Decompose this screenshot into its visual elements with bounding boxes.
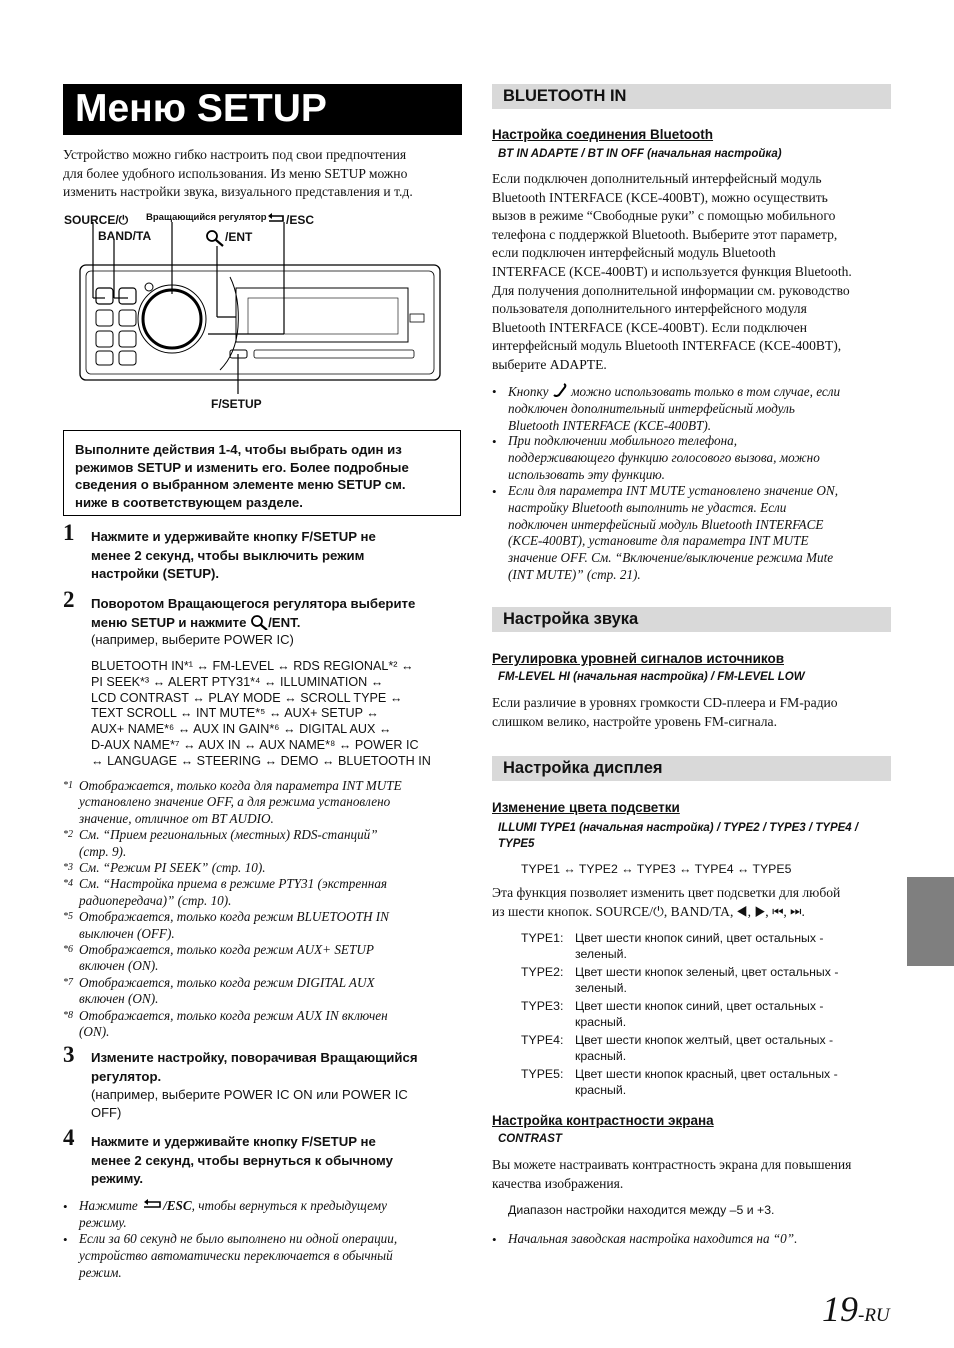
section-title: Настройка звука	[503, 610, 639, 628]
sound-body	[492, 694, 892, 731]
type-key: TYPE4:	[521, 1033, 564, 1047]
type-desc: красный.	[575, 1083, 627, 1097]
step-2-example: (например, выберите POWER IC)	[91, 632, 294, 647]
bt-note-1	[508, 383, 893, 434]
step-3-example	[91, 1086, 408, 1122]
source-label: SOURCE/⏻	[64, 213, 129, 227]
note-line: устройство автоматически переключается в обычный	[79, 1247, 393, 1263]
footnote-line: См. “Прием региональных (местных) RDS-станций”	[79, 827, 378, 843]
note-line	[79, 1198, 464, 1215]
note-part: Нажмите	[79, 1198, 142, 1213]
sequence-line: D-AUX NAME*⁷ ↔ AUX IN ↔ AUX NAME*⁸ ↔ POWER IC	[91, 737, 419, 752]
left-note-1	[79, 1198, 464, 1232]
note-line: (KCE-400BT), установите для параметра INT MUTE	[508, 533, 809, 549]
body-line: если подключен интерфейсный модуль Bluetooth	[492, 245, 776, 261]
search-icon	[250, 614, 268, 630]
rotary-knob-label: Вращающийся регулятор	[146, 212, 267, 223]
display-body	[492, 884, 897, 921]
body-line: Вы можете настраивать контрастность экрана для повышения	[492, 1157, 852, 1172]
option-values: CONTRAST	[498, 1133, 562, 1145]
body-line: Bluetooth INTERFACE (KCE-400BT), можно осуществить	[492, 189, 828, 205]
section-display	[492, 756, 891, 781]
phone-icon	[552, 383, 568, 397]
step-number: 2	[63, 587, 75, 612]
step-line-part: меню SETUP и нажмите	[91, 614, 247, 630]
footnote	[63, 909, 463, 942]
note-line: подключен интерфейсный модуль Bluetooth INTERFACE	[508, 516, 824, 532]
band-ta-label: BAND/TA	[98, 229, 152, 243]
footnote-line: значение, отличное от BT AUDIO.	[79, 810, 274, 826]
body-line: вызов в режиме “Свободные руки” с помощью мобильного	[492, 208, 836, 224]
footnote-mark: *2	[63, 829, 73, 841]
bt-note-3	[508, 483, 893, 584]
footnote	[63, 1008, 463, 1041]
subheading: Изменение цвета подсветки	[492, 800, 680, 815]
contrast-body	[492, 1156, 897, 1193]
footnote-line: установлено значение OFF, а для режима установлено	[79, 794, 391, 810]
note-line: использовать эту функцию.	[508, 466, 665, 482]
bullet-dot: •	[492, 484, 497, 499]
body-line: пользователя дополнительного интерфейсного модуля	[492, 301, 807, 317]
chapter-tab	[907, 877, 954, 966]
note-line: Bluetooth INTERFACE (KCE-400BT).	[508, 417, 712, 433]
type-key: TYPE1:	[521, 931, 564, 945]
footnote-line: (ON).	[79, 1024, 110, 1040]
footnote	[63, 876, 463, 909]
note-line: поддерживающего функцию голосового вызова, можно	[508, 449, 820, 465]
type-key: TYPE2:	[521, 965, 564, 979]
page-number	[822, 1288, 890, 1330]
step-line	[91, 614, 463, 633]
subheading: Регулировка уровней сигналов источников	[492, 651, 784, 666]
option-values: BT IN ADAPTE / BT IN OFF (начальная настройка)	[498, 148, 782, 160]
footnote-line: выключен (OFF).	[79, 925, 175, 941]
footnote-line: См. “Настройка приема в режиме PTY31 (экстренная	[79, 876, 388, 892]
option-line: TYPE5	[498, 838, 535, 850]
sequence-line: ↔ LANGUAGE ↔ STEERING ↔ DEMO ↔ BLUETOOTH IN	[91, 753, 431, 768]
footnote-mark: *8	[63, 1009, 73, 1021]
footnote-line: Отображается, только когда режим AUX+ SETUP	[79, 942, 374, 958]
bt-note-2	[508, 433, 893, 483]
bullet-dot: •	[492, 1232, 497, 1247]
step-line: Нажмите и удерживайте кнопку F/SETUP не	[91, 529, 376, 544]
body-line: слишком велико, настройте уровень FM-сигнала.	[492, 713, 777, 729]
type-cycle: TYPE1 ↔ TYPE2 ↔ TYPE3 ↔ TYPE4 ↔ TYPE5	[521, 862, 792, 876]
ent-label: /ENT	[225, 230, 253, 244]
type-row	[521, 964, 881, 996]
type-row	[521, 1032, 881, 1064]
note-part: , чтобы вернуться к предыдущему	[191, 1198, 387, 1213]
step-3-text	[91, 1049, 463, 1086]
page-number-value: 19	[822, 1289, 858, 1329]
callout-line: режимов SETUP и изменить его. Более подробные	[75, 459, 409, 475]
footnote	[63, 778, 463, 827]
body-line: Bluetooth INTERFACE (KCE-400BT). Если подключен	[492, 319, 808, 335]
subheading: Настройка соединения Bluetooth	[492, 127, 714, 142]
step-line: Нажмите и удерживайте кнопку F/SETUP не	[91, 1134, 376, 1149]
note-line: значение OFF. См. “Включение/выключение режима Mute	[508, 550, 834, 566]
footnote-line: радиопередача)” (стр. 10).	[79, 892, 232, 908]
body-line: из шести кнопок. SOURCE/⏻, BAND/TA, ◀, ▶, ⏮, ⏭.	[492, 903, 805, 919]
body-line: INTERFACE (KCE-400BT) и используется функция Bluetooth.	[492, 263, 852, 279]
footnote-mark: *5	[63, 911, 73, 923]
body-line: Для получения дополнительной информации см. руководство	[492, 282, 850, 298]
step-number: 1	[63, 520, 75, 545]
intro-line: изменить настройки звука, визуального представления и т.д.	[63, 184, 413, 200]
step-line: Измените настройку, поворачивая Вращающийся	[91, 1050, 418, 1065]
bullet-dot: •	[63, 1232, 68, 1247]
bullet-dot: •	[63, 1199, 68, 1214]
type-desc: Цвет шести кнопок красный, цвет остальных -	[575, 1067, 838, 1081]
setup-sequence	[91, 659, 466, 770]
head-unit-diagram	[70, 222, 450, 397]
body-line: Если подключен дополнительный интерфейсный модуль	[492, 171, 822, 186]
footnote	[63, 942, 463, 975]
contrast-range: Диапазон настройки находится между –5 и +3.	[508, 1203, 775, 1217]
type-desc: Цвет шести кнопок желтый, цвет остальных -	[575, 1033, 834, 1047]
footnote-mark: *7	[63, 976, 73, 988]
footnote-line: Отображается, только когда режим AUX IN включен	[79, 1007, 388, 1023]
note-part: можно использовать только в том случае, если	[567, 384, 841, 399]
type-desc: красный.	[575, 1015, 627, 1029]
type-desc: зеленый.	[575, 947, 627, 961]
type-desc: Цвет шести кнопок синий, цвет остальных -	[575, 999, 824, 1013]
section-bluetooth-in	[492, 84, 891, 109]
footnote-mark: *3	[63, 862, 73, 874]
step-line: Поворотом Вращающегося регулятора выберите	[91, 596, 416, 611]
sequence-line: LCD CONTRAST ↔ PLAY MODE ↔ SCROLL TYPE ↔	[91, 690, 403, 705]
note-part: Кнопку	[508, 384, 552, 399]
body-line: телефона с поддержкой Bluetooth. Выберите этот параметр,	[492, 226, 838, 242]
bt-body	[492, 170, 892, 375]
f-setup-label: F/SETUP	[211, 397, 262, 411]
body-line: Эта функция позволяет изменить цвет подсветки для любой	[492, 885, 841, 900]
step-line: регулятор.	[91, 1068, 162, 1084]
step-sub-line: OFF)	[91, 1105, 122, 1120]
footnote-line: включен (ON).	[79, 991, 159, 1007]
note-line: Если за 60 секунд не было выполнено ни одной операции,	[79, 1231, 398, 1246]
type-key: TYPE3:	[521, 999, 564, 1013]
option-values	[498, 820, 893, 852]
type-desc: Цвет шести кнопок синий, цвет остальных -	[575, 931, 824, 945]
step-line-part: /ENT.	[268, 614, 301, 630]
sequence-line: PI SEEK*³ ↔ ALERT PTY31*⁴ ↔ ILLUMINATION ↔	[91, 674, 384, 689]
body-line: качества изображения.	[492, 1175, 624, 1191]
footnote-line: См. “Режим PI SEEK” (стр. 10).	[79, 860, 266, 876]
type-key: TYPE5:	[521, 1067, 564, 1081]
footnote-mark: *6	[63, 944, 73, 956]
footnote-mark: *4	[63, 878, 73, 890]
option-line: ILLUMI TYPE1 (начальная настройка) / TYPE2 / TYPE3 / TYPE4 /	[498, 822, 859, 834]
body-line: Если различие в уровнях громкости CD-плеера и FM-радио	[492, 695, 838, 710]
sequence-line: AUX+ NAME*⁶ ↔ AUX IN GAIN*⁶ ↔ DIGITAL AUX ↔	[91, 722, 392, 737]
callout-line: сведения о выбранном элементе меню SETUP см.	[75, 477, 406, 492]
esc-return-icon	[141, 1198, 163, 1211]
sequence-line: BLUETOOTH IN*¹ ↔ FM-LEVEL ↔ RDS REGIONAL*² ↔	[91, 659, 414, 673]
bullet-dot: •	[492, 434, 497, 449]
page-title: Меню SETUP	[75, 87, 327, 130]
intro-text	[63, 146, 463, 202]
note-line: подключен дополнительный интерфейсный модуль	[508, 400, 795, 416]
bullet-dot: •	[492, 384, 497, 399]
contrast-note: Начальная заводская настройка находится на “0”.	[508, 1231, 798, 1246]
step-line: менее 2 секунд, чтобы вернуться к обычному	[91, 1152, 393, 1168]
note-line: Если для параметра INT MUTE установлено значение ON,	[508, 483, 839, 498]
note-line: режим.	[79, 1264, 122, 1280]
subheading: Настройка контрастности экрана	[492, 1113, 714, 1128]
step-2-text	[91, 595, 463, 632]
type-row	[521, 930, 881, 962]
type-desc: красный.	[575, 1049, 627, 1063]
footnote	[63, 860, 463, 876]
callout-line: Выполните действия 1-4, чтобы выбрать один из	[75, 442, 402, 457]
footnote-line: (стр. 9).	[79, 843, 127, 859]
note-line	[508, 383, 893, 401]
step-line: режиму.	[91, 1171, 144, 1187]
intro-line: для более удобного использования. Из меню SETUP можно	[63, 165, 408, 181]
note-line: настройку Bluetooth выполнить не удастся. Если	[508, 499, 787, 515]
footnote-line: Отображается, только когда режим BLUETOOTH IN	[79, 909, 389, 925]
type-row	[521, 998, 881, 1030]
footnote-line: Отображается, только когда для параметра INT MUTE	[79, 778, 402, 793]
type-desc: Цвет шести кнопок зеленый, цвет остальных -	[575, 965, 839, 979]
step-number: 4	[63, 1125, 75, 1150]
note-line: При подключении мобильного телефона,	[508, 433, 738, 448]
step-sub-line: (например, выберите POWER IC ON или POWER IC	[91, 1087, 408, 1102]
step-4-text	[91, 1133, 463, 1189]
section-title: Настройка дисплея	[503, 759, 663, 777]
body-line: выберите ADAPTE.	[492, 356, 607, 372]
left-note-2	[79, 1231, 464, 1281]
step-1-text	[91, 528, 461, 584]
step-line: менее 2 секунд, чтобы выключить режим	[91, 547, 365, 563]
page-number-suffix: -RU	[858, 1305, 890, 1326]
footnote	[63, 975, 463, 1008]
callout-line: ниже в соответствующем разделе.	[75, 494, 303, 510]
section-title: BLUETOOTH IN	[503, 87, 627, 105]
sequence-line: TEXT SCROLL ↔ INT MUTE*⁵ ↔ AUX+ SETUP ↔	[91, 706, 379, 721]
body-line: интерфейсный модуль Bluetooth INTERFACE (KCE-400BT),	[492, 338, 842, 354]
option-values: FM-LEVEL HI (начальная настройка) / FM-LEVEL LOW	[498, 671, 805, 683]
esc-label: /ESC	[286, 213, 315, 227]
footnote-line: включен (ON).	[79, 958, 159, 974]
note-part: /ESC	[163, 1198, 192, 1213]
type-row	[521, 1066, 881, 1098]
intro-line: Устройство можно гибко настроить под свои предпочтения	[63, 147, 407, 162]
footnote-line: Отображается, только когда режим DIGITAL AUX	[79, 974, 375, 990]
step-number: 3	[63, 1042, 75, 1067]
type-list	[521, 930, 881, 1098]
section-sound	[492, 607, 891, 632]
note-line: режиму.	[79, 1214, 127, 1230]
instruction-callout	[63, 430, 461, 516]
step-line: настройки (SETUP).	[91, 566, 220, 582]
footnotes	[63, 778, 463, 1041]
footnote	[63, 827, 463, 860]
footnote-mark: *1	[63, 780, 73, 791]
page-title-bar	[63, 84, 462, 135]
note-line: (INT MUTE)” (стр. 21).	[508, 566, 641, 582]
type-desc: зеленый.	[575, 981, 627, 995]
